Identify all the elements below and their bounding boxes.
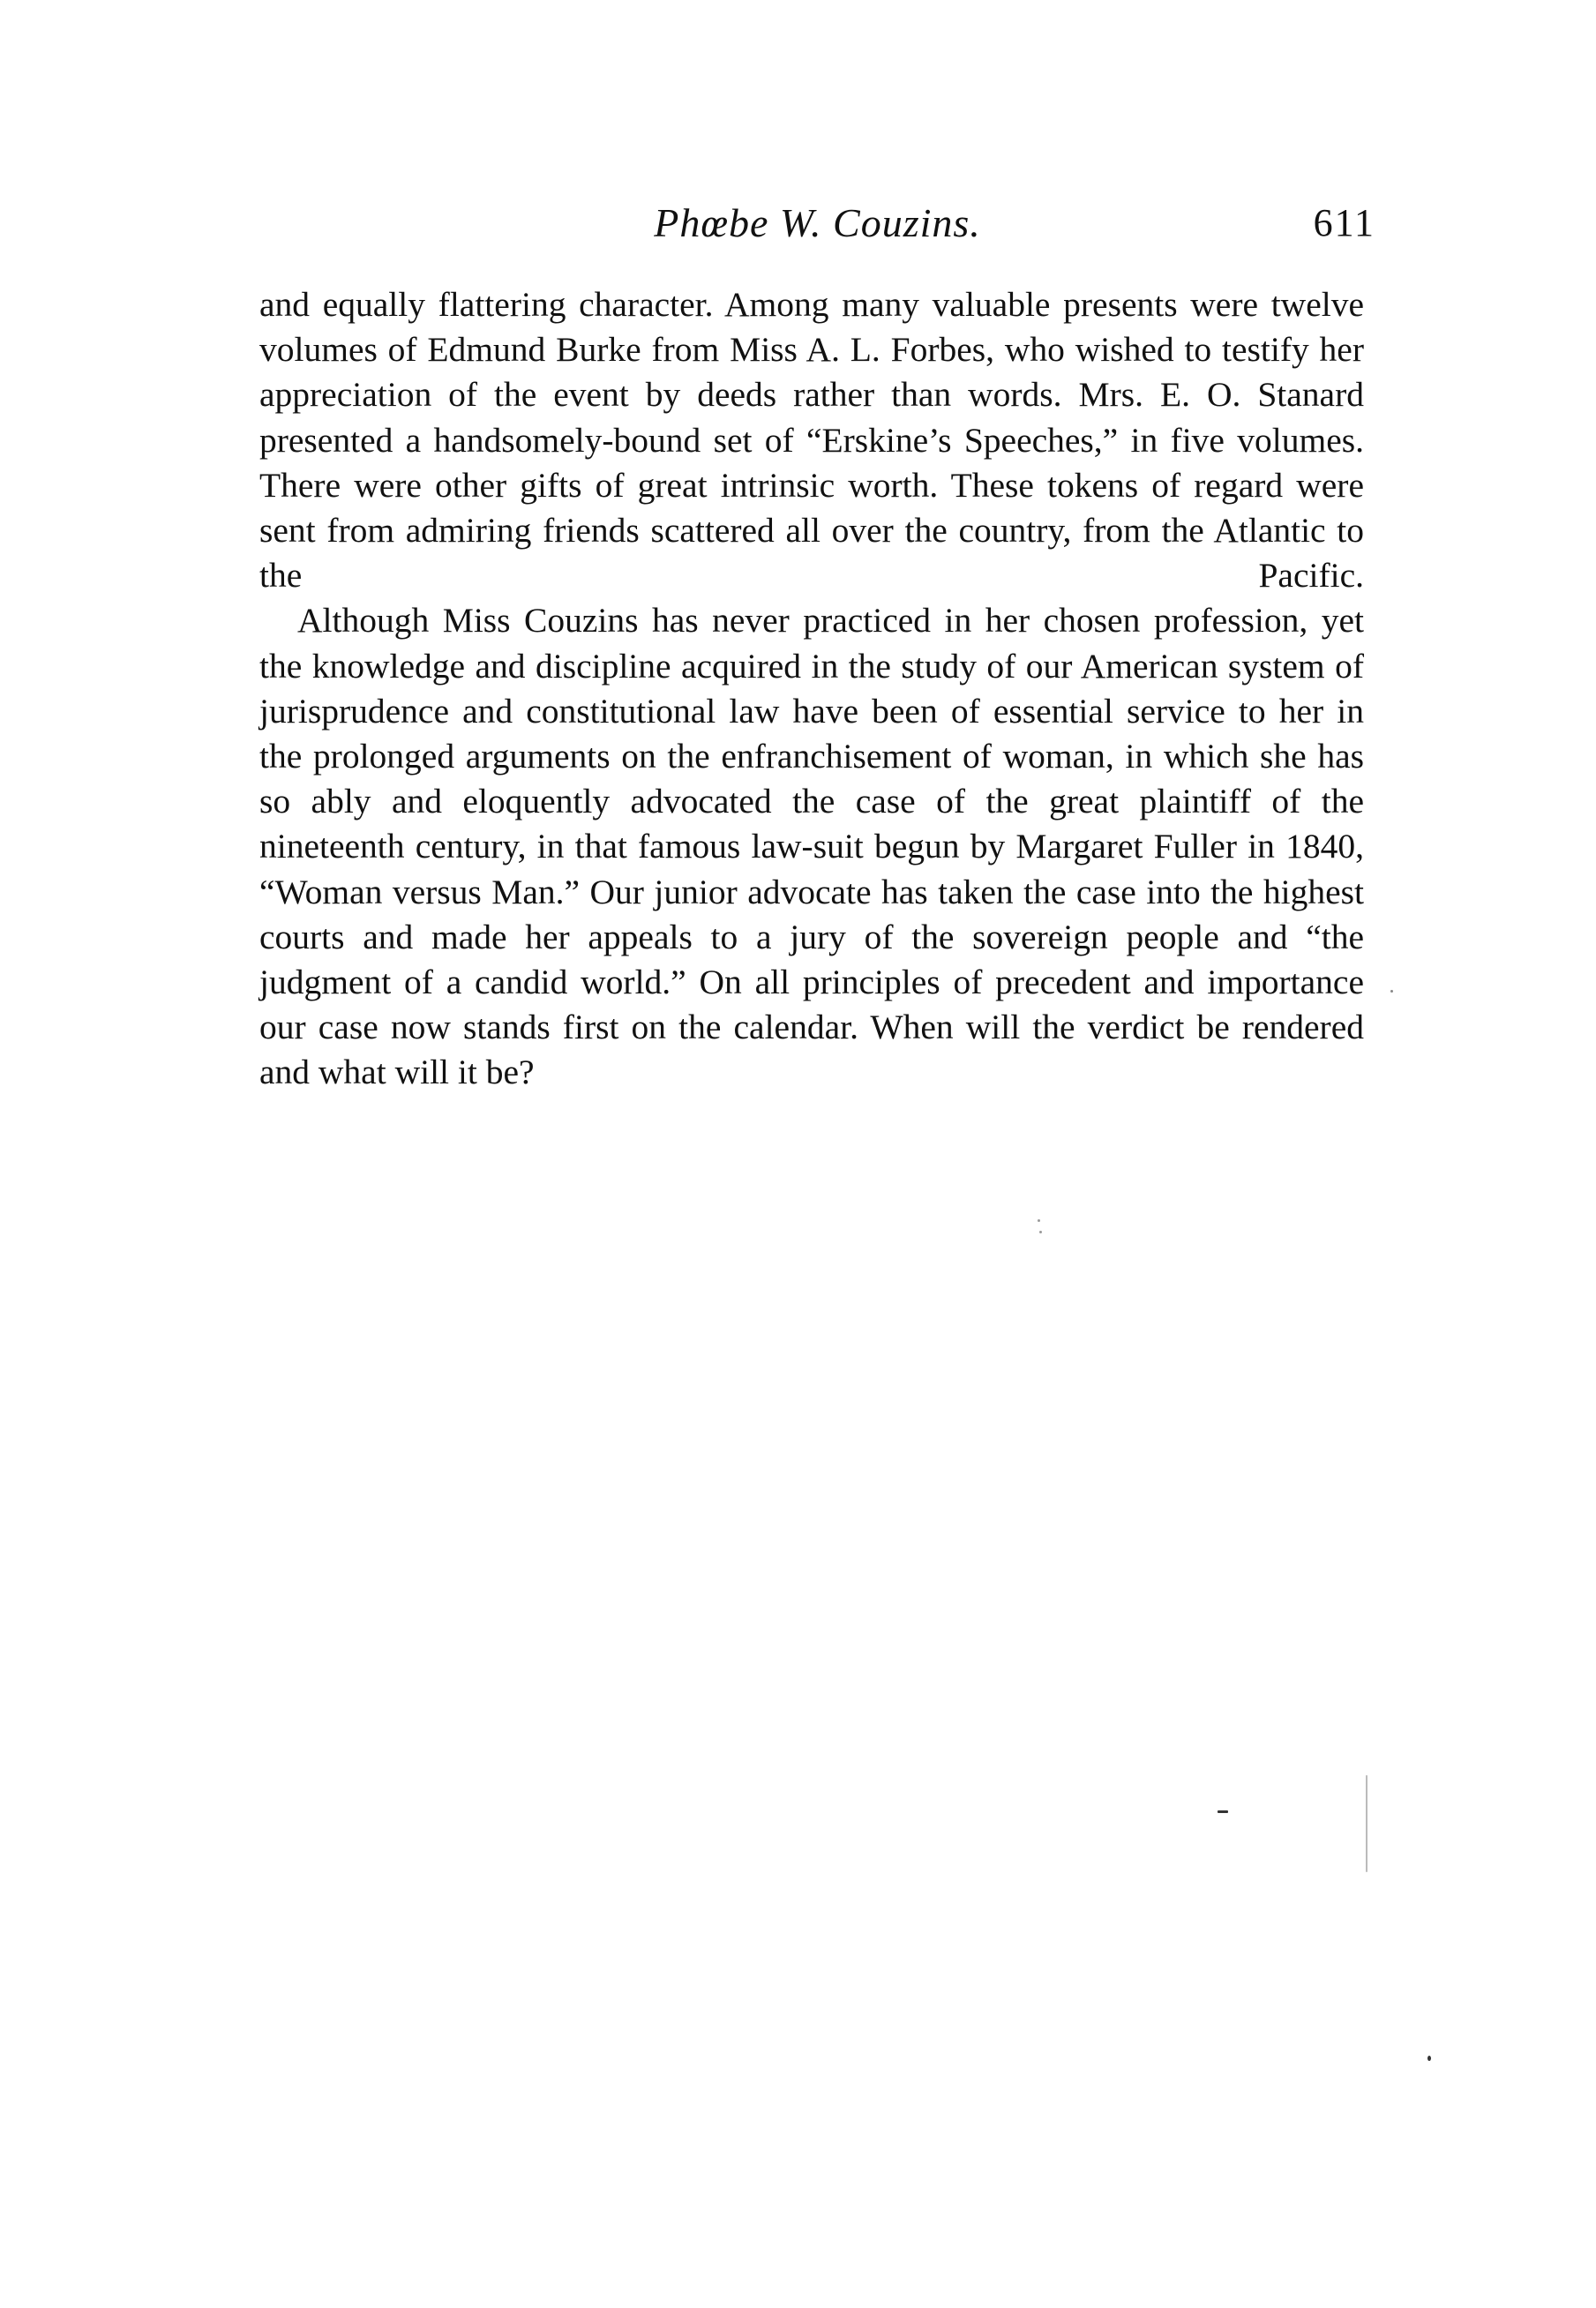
page-number: 611 bbox=[1313, 201, 1375, 244]
scan-speck bbox=[1366, 1775, 1367, 1872]
scan-speck bbox=[1390, 990, 1393, 993]
paragraph-law-career: Although Miss Couzins has never practiced in her chosen profession, yet the knowledge and discipline acquired in the study of our American system of jurisprudence and constitutional law have been of essential service to her in the prolonged arguments on the enfranchisement of woman, in which she has so ably and eloquently advocated the case of the great plaintiff of the nineteenth century, in that famous law-suit begun by Margaret Fuller in 1840, “Woman versus Man.” Our junior advocate has taken the case into the highest courts and made her appeals to a jury of the sovereign people and “the judgment of a candid world.” On all principles of precedent and importance our case now stands first on the calendar. When will the verdict be rendered and what will it be? bbox=[259, 601, 1364, 1092]
paragraph-gifts: and equally flattering character. Among many valuable presents were twelve volumes of Edmund Burke from Miss A. L. Forbes, who wished to testify her appreciation of the event by deeds rather than words. Mrs. E. O. Stanard presented a handsomely-bound set of “Erskine’s Speeches,” in five volumes. There were other gifts of great intrinsic worth. These tokens of regard were sent from admiring friends scattered all over the country, from the Atlantic to the Pacific. bbox=[259, 285, 1364, 596]
running-title: Phœbe W. Couzins. bbox=[654, 200, 981, 245]
scan-speck bbox=[1427, 2056, 1431, 2061]
scan-speck bbox=[1039, 1231, 1042, 1233]
running-head bbox=[259, 192, 1375, 254]
scan-speck bbox=[1218, 1810, 1228, 1813]
scan-speck bbox=[1038, 1219, 1040, 1222]
body-text bbox=[259, 282, 1364, 1096]
